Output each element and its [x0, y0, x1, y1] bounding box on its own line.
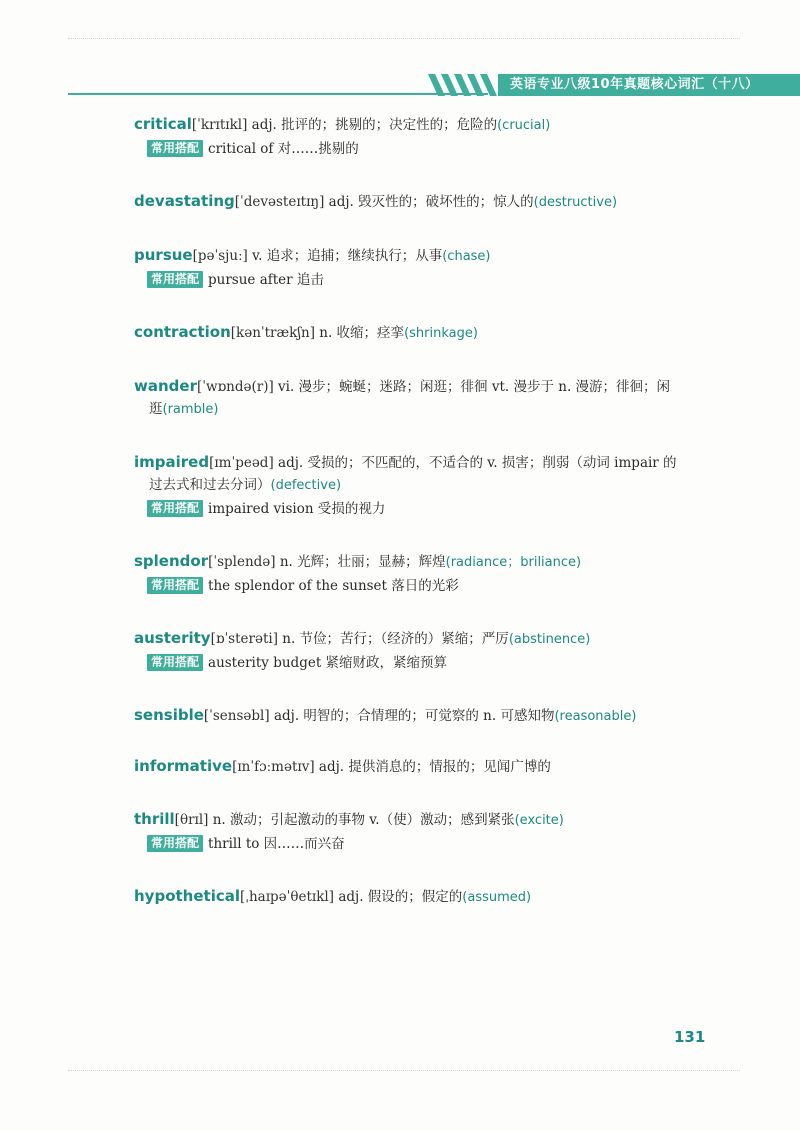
- collocation: [134, 138, 734, 160]
- definition: adj. 受损的；不匹配的，不适合的 v. 损害；削弱（动词 impair 的: [278, 455, 677, 471]
- synonym: (excite): [514, 813, 564, 828]
- entry-definition-line: [134, 244, 734, 268]
- synonym: (shrinkage): [404, 326, 478, 341]
- entry-definition-line: [134, 451, 734, 474]
- definition: adj. 提供消息的；情报的；见闻广博的: [318, 759, 551, 775]
- page-number: 131: [674, 1028, 706, 1046]
- collocation-tag: 常用搭配: [147, 500, 203, 517]
- entry-informative: [134, 755, 734, 778]
- definition: n. 收缩；痉挛: [319, 325, 405, 341]
- headword: splendor: [134, 552, 209, 570]
- phonetic: [ɒˈsterəti]: [210, 631, 278, 647]
- definition: n. 光辉；壮丽；显赫；辉煌: [279, 554, 446, 570]
- synonym: (abstinence): [508, 632, 591, 647]
- phonetic: [ɪmˈpeəd]: [209, 455, 274, 471]
- definition-continued: 逛: [149, 401, 163, 417]
- phonetic: [pəˈsjuː]: [192, 248, 248, 264]
- collocation-text: the splendor of the sunset 落日的光彩: [208, 578, 459, 594]
- collocation: [134, 498, 734, 520]
- entry-definition-line: [134, 321, 734, 345]
- collocation-tag: 常用搭配: [147, 271, 203, 288]
- headword: impaired: [134, 453, 210, 471]
- entry-definition-line: [134, 885, 734, 909]
- synonym: (ramble): [162, 402, 219, 417]
- phonetic: [ˈdevəsteɪtɪŋ]: [234, 194, 325, 210]
- vocabulary-list: [134, 113, 734, 939]
- header-title: 英语专业八级10年真题核心词汇（十八）: [498, 74, 800, 96]
- collocation: [134, 269, 734, 291]
- entry-wander: [134, 375, 734, 421]
- entry-definition-line: [134, 550, 734, 574]
- header-stripes-icon: [428, 74, 508, 96]
- definition: n. 节俭；苦行；（经济的）紧缩；严厉: [282, 631, 509, 647]
- definition: adj. 批评的；挑剔的；决定性的；危险的: [251, 117, 498, 133]
- definition: v. 追求；追捕；继续执行；从事: [252, 248, 443, 264]
- collocation-tag: 常用搭配: [147, 577, 203, 594]
- entry-pursue: [134, 244, 734, 291]
- collocation: [134, 575, 734, 597]
- phonetic: [ˌhaɪpəˈθetɪkl]: [240, 889, 335, 905]
- collocation-text: pursue after 追击: [208, 272, 324, 288]
- entry-thrill: [134, 808, 734, 855]
- definition-continuation: [134, 474, 734, 497]
- entry-devastating: [134, 190, 734, 214]
- header-rule: [68, 93, 488, 95]
- definition: vi. 漫步；蜿蜒；迷路；闲逛；徘徊 vt. 漫步于 n. 漫游；徘徊；闲: [278, 379, 671, 395]
- synonym: (radiance；briliance): [445, 555, 582, 570]
- collocation-tag: 常用搭配: [147, 835, 203, 852]
- headword: critical: [134, 115, 192, 133]
- headword: pursue: [134, 246, 193, 264]
- collocation-tag: 常用搭配: [147, 654, 203, 671]
- synonym: (reasonable): [554, 709, 637, 724]
- headword: sensible: [134, 706, 204, 724]
- bottom-dotted-rule: [68, 1070, 740, 1071]
- entry-definition-line: [134, 627, 734, 651]
- definition: adj. 毁灭性的；破坏性的；惊人的: [328, 194, 534, 210]
- definition: adj. 假设的；假定的: [338, 889, 463, 905]
- phonetic: [ˈsplendə]: [208, 554, 276, 570]
- headword: thrill: [134, 810, 175, 828]
- top-dotted-rule: [68, 38, 740, 39]
- synonym: (assumed): [462, 890, 532, 905]
- collocation-text: austerity budget 紧缩财政，紧缩预算: [208, 655, 448, 671]
- entry-definition-line: [134, 808, 734, 832]
- synonym: (defective): [270, 478, 342, 493]
- synonym: (crucial): [497, 118, 551, 133]
- headword: austerity: [134, 629, 211, 647]
- headword: hypothetical: [134, 887, 240, 905]
- entry-definition-line: [134, 190, 734, 214]
- definition-continuation: [134, 398, 734, 421]
- collocation: [134, 833, 734, 855]
- synonym: (destructive): [533, 195, 618, 210]
- phonetic: [θrɪl]: [174, 812, 209, 828]
- headword: wander: [134, 377, 197, 395]
- entry-splendor: [134, 550, 734, 597]
- phonetic: [kənˈtrækʃn]: [230, 325, 315, 341]
- collocation-text: impaired vision 受损的视力: [208, 501, 386, 517]
- phonetic: [ˈsensəbl]: [203, 708, 270, 724]
- definition: n. 激动；引起激动的事物 v.（使）激动；感到紧张: [212, 812, 515, 828]
- collocation-tag: 常用搭配: [147, 140, 203, 157]
- collocation: [134, 652, 734, 674]
- collocation-text: thrill to 因……而兴奋: [208, 836, 345, 852]
- collocation-text: critical of 对……挑剔的: [208, 141, 359, 157]
- headword: devastating: [134, 192, 235, 210]
- synonym: (chase): [442, 249, 491, 264]
- definition-continued: 过去式和过去分词）: [149, 477, 271, 493]
- entry-sensible: [134, 704, 734, 728]
- entry-austerity: [134, 627, 734, 674]
- entry-definition-line: [134, 113, 734, 137]
- entry-definition-line: [134, 755, 734, 778]
- entry-impaired: [134, 451, 734, 520]
- entry-hypothetical: [134, 885, 734, 909]
- definition: adj. 明智的；合情理的；可觉察的 n. 可感知物: [273, 708, 555, 724]
- entry-critical: [134, 113, 734, 160]
- entry-contraction: [134, 321, 734, 345]
- entry-definition-line: [134, 704, 734, 728]
- phonetic: [ɪnˈfɔːmətɪv]: [232, 759, 315, 775]
- header-band: [428, 74, 800, 96]
- phonetic: [ˈkrɪtɪkl]: [191, 117, 248, 133]
- headword: contraction: [134, 323, 231, 341]
- phonetic: [ˈwɒndə(r)]: [196, 379, 274, 395]
- entry-definition-line: [134, 375, 734, 398]
- headword: informative: [134, 757, 233, 775]
